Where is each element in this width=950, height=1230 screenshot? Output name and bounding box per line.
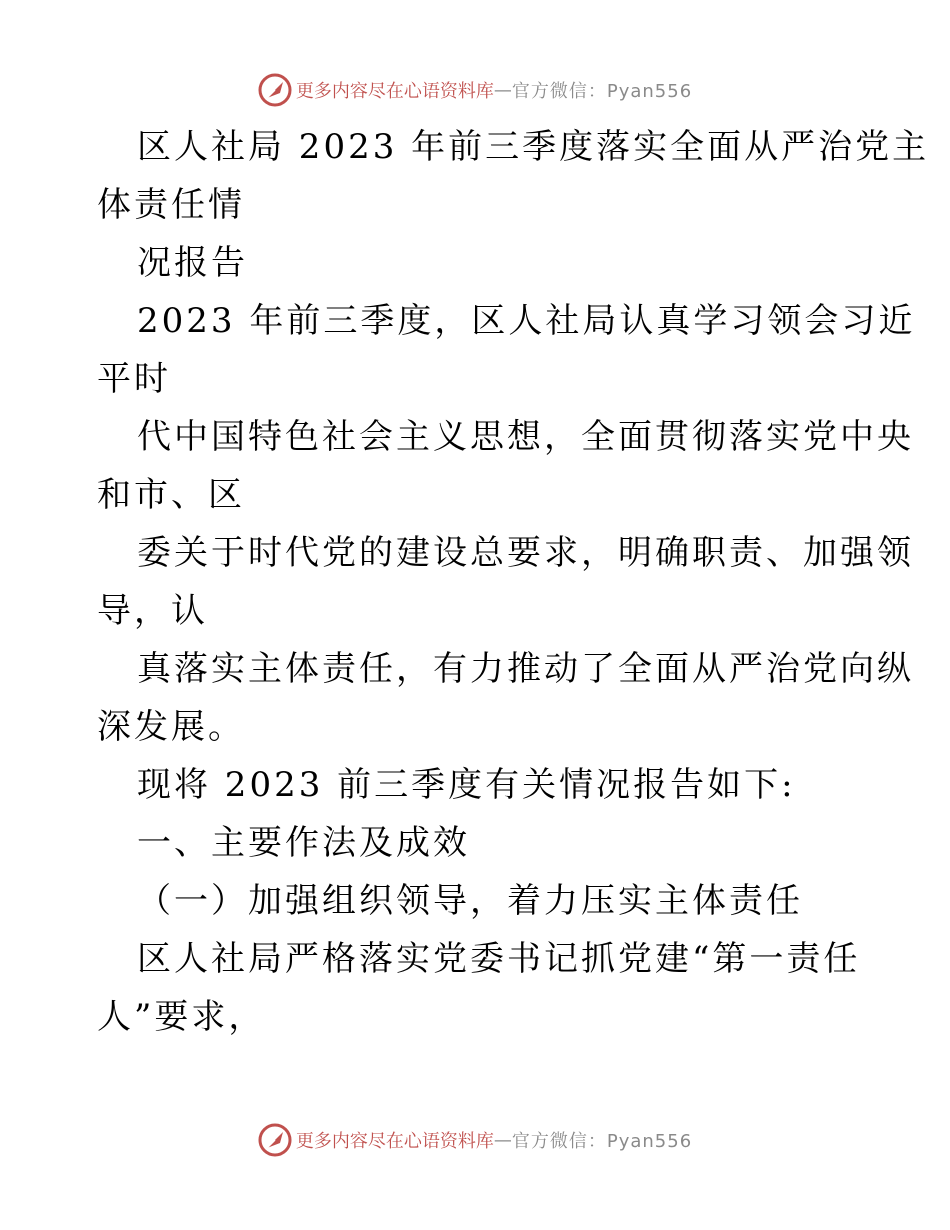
paragraph-line: 人”要求，	[97, 997, 266, 1037]
quill-logo-icon	[258, 73, 292, 107]
paragraph-line: 深发展。	[97, 707, 245, 747]
title-line-2: 体责任情	[97, 185, 245, 225]
title-line-1: 区人社局 2023 年前三季度落实全面从严治党主	[137, 127, 930, 167]
paragraph-line: 真落实主体责任，有力推动了全面从严治党向纵	[137, 649, 914, 689]
section-heading: 一、主要作法及成效	[137, 823, 470, 863]
watermark-contact: 官方微信：Pyan556	[511, 81, 693, 102]
watermark-dash: —	[493, 1129, 512, 1151]
document-body	[97, 118, 930, 1046]
paragraph-line: 2023 年前三季度，区人社局认真学习领会习近	[137, 301, 916, 341]
paragraph-line: 代中国特色社会主义思想，全面贯彻落实党中央	[137, 417, 914, 457]
paragraph-line: 委关于时代党的建设总要求，明确职责、加强领	[137, 533, 914, 573]
paragraph-line: 区人社局严格落实党委书记抓党建“第一责任	[137, 939, 861, 979]
watermark-brand: 更多内容尽在心语资料库	[295, 1131, 494, 1152]
paragraph-line: 现将 2023 前三季度有关情况报告如下:	[137, 765, 796, 805]
header-watermark	[0, 70, 950, 110]
watermark-contact: 官方微信：Pyan556	[511, 1131, 693, 1152]
paragraph-line: 和市、区	[97, 475, 245, 515]
quill-logo-icon	[258, 1123, 292, 1157]
title-line-3: 况报告	[137, 243, 248, 283]
watermark-dash: —	[493, 79, 512, 101]
paragraph-line: 平时	[97, 359, 171, 399]
footer-watermark	[0, 1120, 950, 1160]
watermark-brand: 更多内容尽在心语资料库	[295, 81, 494, 102]
subsection-heading: （一）加强组织领导，着力压实主体责任	[137, 881, 803, 921]
paragraph-line: 导，认	[97, 591, 208, 631]
